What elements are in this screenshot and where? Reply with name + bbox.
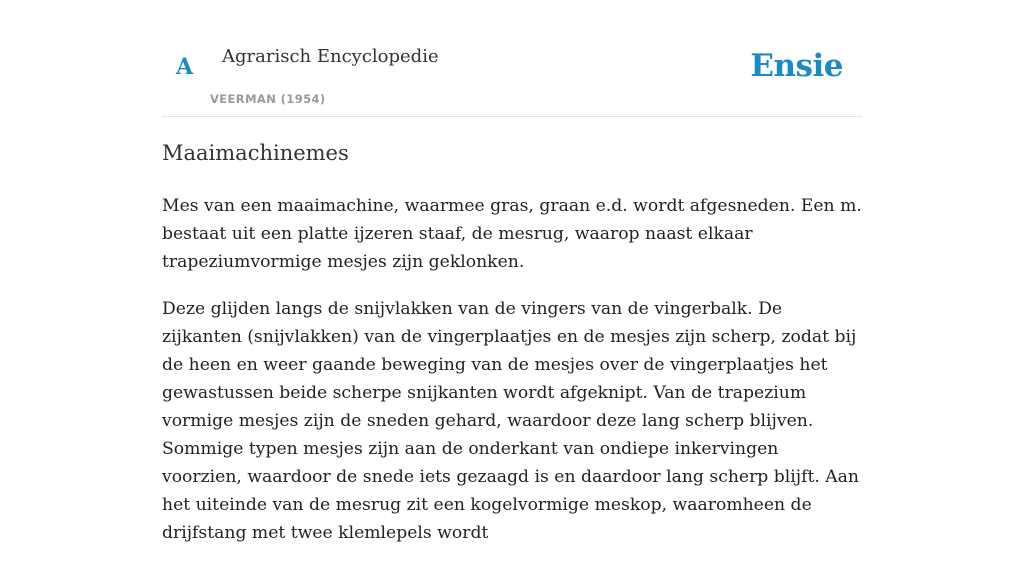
source-author-year: VEERMAN (1954)	[210, 92, 326, 106]
entry-title: Maaimachinemes	[162, 141, 349, 165]
ensie-logo-link[interactable]: Ensie	[750, 48, 843, 84]
entry-body	[162, 192, 862, 566]
entry-paragraph: Deze glijden langs de snijvlakken van de vingers van de vingerbalk. De zijkanten (snijvlakken) van de vingerplaatjes en de mesjes zijn scherp, zodat bij de heen en weer gaande beweging van de mesjes over de vingerplaatjes het gewastussen beide scherpe snijkanten wordt afgeknipt. Van de trapezium vormige mesjes zijn de sneden gehard, waardoor deze lang scherp blijven. Sommige typen mesjes zijn aan de onderkant van ondiepe inkervingen voorzien, waardoor de snede iets gezaagd is en daardoor lang scherp blijft. Aan het uiteinde van de mesrug zit een kogelvormige meskop, waaromheen de drijfstang met twee klemlepels wordt	[162, 299, 860, 543]
source-title-link[interactable]: Agrarisch Encyclopedie	[222, 46, 439, 67]
source-logo[interactable]: A	[176, 54, 194, 80]
entry-paragraph: Mes van een maaimachine, waarmee gras, graan e.d. wordt afgesneden. Een m. bestaat uit een platte ijzeren staaf, de mesrug, waarop naast elkaar trapeziumvormige mesjes zijn geklonken.	[162, 196, 862, 272]
article-page	[162, 0, 862, 543]
source-header	[162, 0, 862, 117]
